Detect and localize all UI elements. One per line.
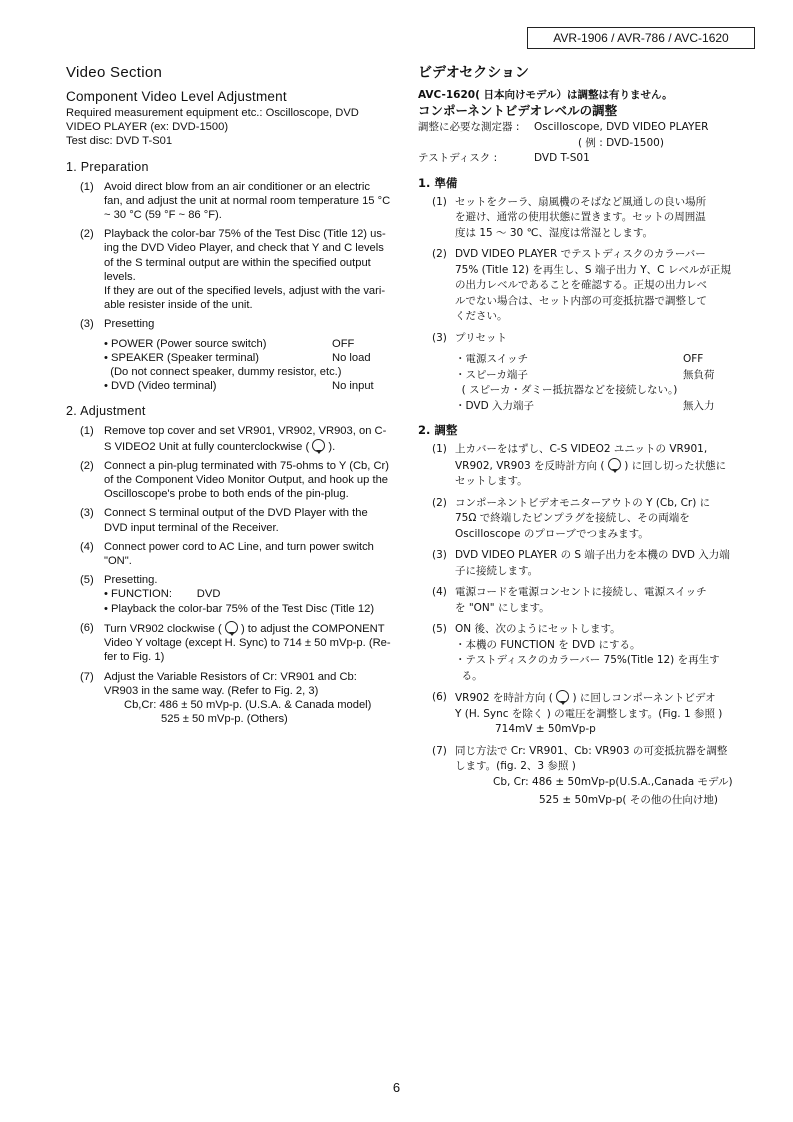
step-body xyxy=(104,424,406,453)
counterclockwise-icon xyxy=(608,458,621,471)
step-line: します。(fig. 2、3 参照 ) xyxy=(455,760,576,772)
preparation-steps-jp xyxy=(418,195,758,347)
preset-row xyxy=(104,351,406,365)
req-line: Required measurement equipment etc.: Oscilloscope, DVD xyxy=(66,107,359,119)
step-number: (1) xyxy=(80,425,94,438)
step-text: S VIDEO2 Unit at fully counterclockwise ( xyxy=(104,440,310,453)
step-number: (4) xyxy=(432,586,447,598)
step-line: Remove top cover and set VR901, VR902, VR903, on C- xyxy=(104,425,387,438)
step-line: VR903 in the same way. (Refer to Fig. 2, 3) xyxy=(104,684,319,697)
step-line: 上カバーをはずし、C-S VIDEO2 ユニットの VR901, xyxy=(455,443,708,455)
model-note-jp: AVC-1620( 日本向けモデル）は調整は有りません。 xyxy=(418,89,673,101)
step-body xyxy=(455,331,758,347)
english-column xyxy=(66,64,406,731)
requirements-jp xyxy=(418,120,758,167)
req-key: テストディスク : xyxy=(418,152,498,164)
subsection-title-en: Component Video Level Adjustment xyxy=(66,89,287,104)
step-text: VR902, VR903 を反時計方向 ( xyxy=(455,459,605,472)
adjustment-step xyxy=(418,442,758,490)
page-number: 6 xyxy=(392,1080,401,1095)
step-line: 子に接続します。 xyxy=(455,564,539,577)
req-value: ( 例 : DVD-1500) xyxy=(578,136,664,149)
step-number: (5) xyxy=(80,574,94,587)
step-line: Y (H. Sync を除く ) の電圧を調整します。(Fig. 1 参照 ) xyxy=(455,707,723,720)
req-line: VIDEO PLAYER (ex: DVD-1500) xyxy=(66,121,229,134)
preset-value: 無負荷 xyxy=(683,368,715,381)
step-line: Presetting xyxy=(104,318,155,331)
step-body xyxy=(104,180,406,223)
step-number: (7) xyxy=(432,744,447,757)
adjustment-steps-en xyxy=(66,424,406,726)
step-number: (5) xyxy=(432,623,447,635)
model-header-box: AVR-1906 / AVR-786 / AVC-1620 xyxy=(527,27,755,49)
step-body xyxy=(104,540,406,568)
step-number: (3) xyxy=(80,507,94,520)
preset-row xyxy=(455,352,758,368)
step-number: (6) xyxy=(80,621,94,634)
step-body xyxy=(104,621,406,665)
step-line: プリセット xyxy=(455,331,507,344)
step-number: (3) xyxy=(432,331,447,344)
step-line: Oscilloscope's probe to both ends of the pin-plug. xyxy=(104,488,349,501)
step-body xyxy=(455,622,758,684)
step-body xyxy=(104,506,406,534)
step-line: ON 後、次のようにセットします。 xyxy=(455,623,621,635)
step xyxy=(418,585,758,616)
preset-key: ・電源スイッチ xyxy=(455,353,529,365)
req-key xyxy=(418,136,578,152)
step xyxy=(418,247,758,325)
step xyxy=(66,506,406,534)
req-line xyxy=(418,136,758,152)
preset-value: OFF xyxy=(332,337,355,350)
step-line: Presetting. xyxy=(104,574,158,587)
step-line: fer to Fig. 1) xyxy=(104,651,165,664)
spec-line: 525 ± 50mVp-p( その他の仕向け地) xyxy=(539,794,718,806)
preset-row xyxy=(455,383,758,399)
adjustment-step xyxy=(66,670,406,727)
step-line: of the S terminal output are within the specified output xyxy=(104,256,371,269)
step-line: セットをクーラ、扇風機のそばなど風通しの良い場所 xyxy=(455,195,707,208)
req-key: 調整に必要な測定器 : xyxy=(418,121,520,133)
step-line: ・テストディスクのカラーバー 75%(Title 12) を再生す xyxy=(455,654,720,666)
preset-row xyxy=(104,379,406,393)
req-line xyxy=(418,120,758,136)
step-line: "ON". xyxy=(104,555,132,568)
step-line: Oscilloscope のプローブでつまみます。 xyxy=(455,527,649,540)
step-text: ) to adjust the COMPONENT xyxy=(240,622,385,635)
step xyxy=(418,622,758,684)
step-line: DVD input terminal of the Receiver. xyxy=(104,521,279,534)
step-line: ルでない場合は、セット内部の可変抵抗器で調整して xyxy=(455,294,707,307)
preset-value: No load xyxy=(332,351,371,364)
step-body xyxy=(455,585,758,616)
preset-key: • DVD (Video terminal) xyxy=(104,380,217,393)
step-line: • FUNCTION: DVD xyxy=(104,588,221,601)
preset-key: ( スピーカ・ダミー抵抗器などを接続しない。) xyxy=(455,384,678,396)
step-line xyxy=(104,621,406,636)
adjustment-step xyxy=(66,424,406,453)
counterclockwise-icon xyxy=(312,439,325,452)
step-line: Playback the color-bar 75% of the Test Disc (Title 12) us- xyxy=(104,228,386,241)
step-line: Connect power cord to AC Line, and turn power switch xyxy=(104,540,374,553)
preset-row xyxy=(455,368,758,384)
step-text: Turn VR902 clockwise ( xyxy=(104,622,222,635)
step-line: の出力レベルであることを確認する。正規の出力レベ xyxy=(455,279,707,291)
step-line: る。 xyxy=(455,669,483,682)
clockwise-icon xyxy=(556,690,569,703)
adjustment-step xyxy=(418,690,758,738)
step-number: (4) xyxy=(80,540,94,553)
step xyxy=(418,548,758,579)
step-number: (1) xyxy=(432,195,447,208)
step-number: (6) xyxy=(432,691,447,703)
step xyxy=(66,540,406,568)
step-body xyxy=(455,496,758,543)
spec-line: 714mV ± 50mVp-p xyxy=(495,723,596,735)
step-number: (2) xyxy=(80,228,94,241)
step-line: DVD VIDEO PLAYER の S 端子出力を本機の DVD 入力端 xyxy=(455,549,730,561)
step-line: ing the DVD Video Player, and check that Y and C levels xyxy=(104,242,384,255)
step-line: If they are out of the specified levels, adjust with the vari- xyxy=(104,285,386,298)
step-line: of the Component Video Monitor Output, and hook up the xyxy=(104,474,389,487)
step-body xyxy=(455,195,758,242)
step-line: を避け、通常の使用状態に置きます。セットの周囲温 xyxy=(455,211,706,223)
step xyxy=(418,331,758,347)
step-line: 75Ω で終端したピンプラグを接続し、その両端を xyxy=(455,512,690,524)
step-line: fan, and adjust the unit at normal room temperature 15 °C xyxy=(104,194,391,207)
step-body xyxy=(455,442,758,490)
preset-key: (Do not connect speaker, dummy resistor, etc.) xyxy=(104,366,342,379)
preparation-steps-en xyxy=(66,180,406,332)
preset-list-jp xyxy=(418,352,758,414)
step xyxy=(66,180,406,223)
step-number: (3) xyxy=(432,549,447,561)
step-body xyxy=(104,670,406,727)
step-line: • Playback the color-bar 75% of the Test Disc (Title 12) xyxy=(104,602,375,615)
preset-key: • SPEAKER (Speaker terminal) xyxy=(104,351,260,364)
spec-line: Cb, Cr: 486 ± 50mVp-p(U.S.A.,Canada モデル) xyxy=(493,775,733,788)
step-number: (1) xyxy=(432,443,447,455)
preset-row xyxy=(455,399,758,415)
step-body xyxy=(455,247,758,325)
step-line: を "ON" にします。 xyxy=(455,601,550,614)
step-number: (2) xyxy=(80,459,94,472)
step-number: (2) xyxy=(432,248,447,260)
step-line: ・本機の FUNCTION を DVD にする。 xyxy=(455,638,641,651)
step-text: ) に回しコンポーネントビデオ xyxy=(572,692,716,704)
adjustment-heading-en: 2. Adjustment xyxy=(66,404,146,419)
step-line: 同じ方法で Cr: VR901、Cb: VR903 の可変抵抗器を調整 xyxy=(455,744,728,757)
preset-list-en xyxy=(66,337,406,394)
step-line: コンポーネントビデオモニターアウトの Y (Cb, Cr) に xyxy=(455,496,711,509)
step xyxy=(66,317,406,331)
preset-value: No input xyxy=(332,380,374,393)
preset-key: • POWER (Power source switch) xyxy=(104,337,267,350)
step-line: Avoid direct blow from an air conditioner or an electric xyxy=(104,180,370,193)
adjustment-steps-jp xyxy=(418,442,758,809)
step-body xyxy=(104,317,406,331)
step-line: Video Y voltage (except H. Sync) to 714 ± 50 mVp-p. (Re- xyxy=(104,637,391,650)
req-line: Test disc: DVD T-S01 xyxy=(66,135,173,148)
clockwise-icon xyxy=(225,621,238,634)
preset-value: 無入力 xyxy=(683,399,715,412)
japanese-column xyxy=(418,64,758,815)
spec-line: 525 ± 50 mVp-p. (Others) xyxy=(161,713,288,726)
step xyxy=(418,195,758,242)
step-body xyxy=(104,459,406,502)
step xyxy=(66,459,406,502)
step-number: (7) xyxy=(80,670,94,683)
preset-row xyxy=(104,337,406,351)
step-line: 度は 15 ～ 30 ℃、湿度は常湿とします。 xyxy=(455,226,654,239)
step xyxy=(66,573,406,616)
step-number: (2) xyxy=(432,496,447,509)
req-value: DVD T-S01 xyxy=(534,152,590,164)
step-line xyxy=(455,690,758,707)
step-line: 電源コードを電源コンセントに接続し、電源スイッチ xyxy=(455,586,707,598)
req-value: Oscilloscope, DVD VIDEO PLAYER xyxy=(534,121,709,133)
subsection-title-jp: コンポーネントビデオレベルの調整 xyxy=(418,103,618,118)
step-line: Adjust the Variable Resistors of Cr: VR901 and Cb: xyxy=(104,670,357,683)
step xyxy=(418,496,758,543)
preparation-heading-jp: 1. 準備 xyxy=(418,175,458,190)
step-line: ~ 30 °C (59 °F ~ 86 °F). xyxy=(104,209,222,222)
step xyxy=(66,227,406,312)
step-body xyxy=(104,227,406,312)
preset-value: OFF xyxy=(683,353,704,365)
adjustment-heading-jp: 2. 調整 xyxy=(418,423,458,437)
step-number: (1) xyxy=(80,180,94,193)
req-line xyxy=(418,151,758,167)
preset-key: ・スピーカ端子 xyxy=(455,368,528,381)
requirements-en xyxy=(66,106,406,149)
step-line: levels. xyxy=(104,270,136,283)
step-text: ). xyxy=(328,440,336,453)
step-body xyxy=(455,548,758,579)
preparation-heading-en: 1. Preparation xyxy=(66,159,149,174)
step-line: セットします。 xyxy=(455,475,528,487)
step-line xyxy=(455,458,758,475)
step-line: able resister inside of the unit. xyxy=(104,299,253,312)
preset-key: ・DVD 入力端子 xyxy=(455,399,535,412)
adjustment-step xyxy=(418,744,758,809)
step-line: Connect S terminal output of the DVD Player with the xyxy=(104,507,368,520)
step-line: Connect a pin-plug terminated with 75-ohms to Y (Cb, Cr) xyxy=(104,459,390,472)
step-body xyxy=(104,573,406,616)
preset-row xyxy=(104,365,406,379)
step-line xyxy=(104,439,406,454)
section-title-en: Video Section xyxy=(66,64,163,81)
step-text: VR902 を時計方向 ( xyxy=(455,692,553,704)
step-line: ください。 xyxy=(455,310,508,322)
section-title-jp: ビデオセクション xyxy=(418,65,530,81)
step-line: DVD VIDEO PLAYER でテストディスクのカラーバー xyxy=(455,248,706,260)
step-text: ) に回し切った状態に xyxy=(624,459,727,472)
spec-line: Cb,Cr: 486 ± 50 mVp-p. (U.S.A. & Canada model) xyxy=(124,698,372,711)
adjustment-step xyxy=(66,621,406,665)
step-line: 75% (Title 12) を再生し、S 端子出力 Y、C レベルが正規 xyxy=(455,263,731,276)
step-body xyxy=(455,744,758,809)
step-number: (3) xyxy=(80,318,94,331)
step-body xyxy=(455,690,758,738)
